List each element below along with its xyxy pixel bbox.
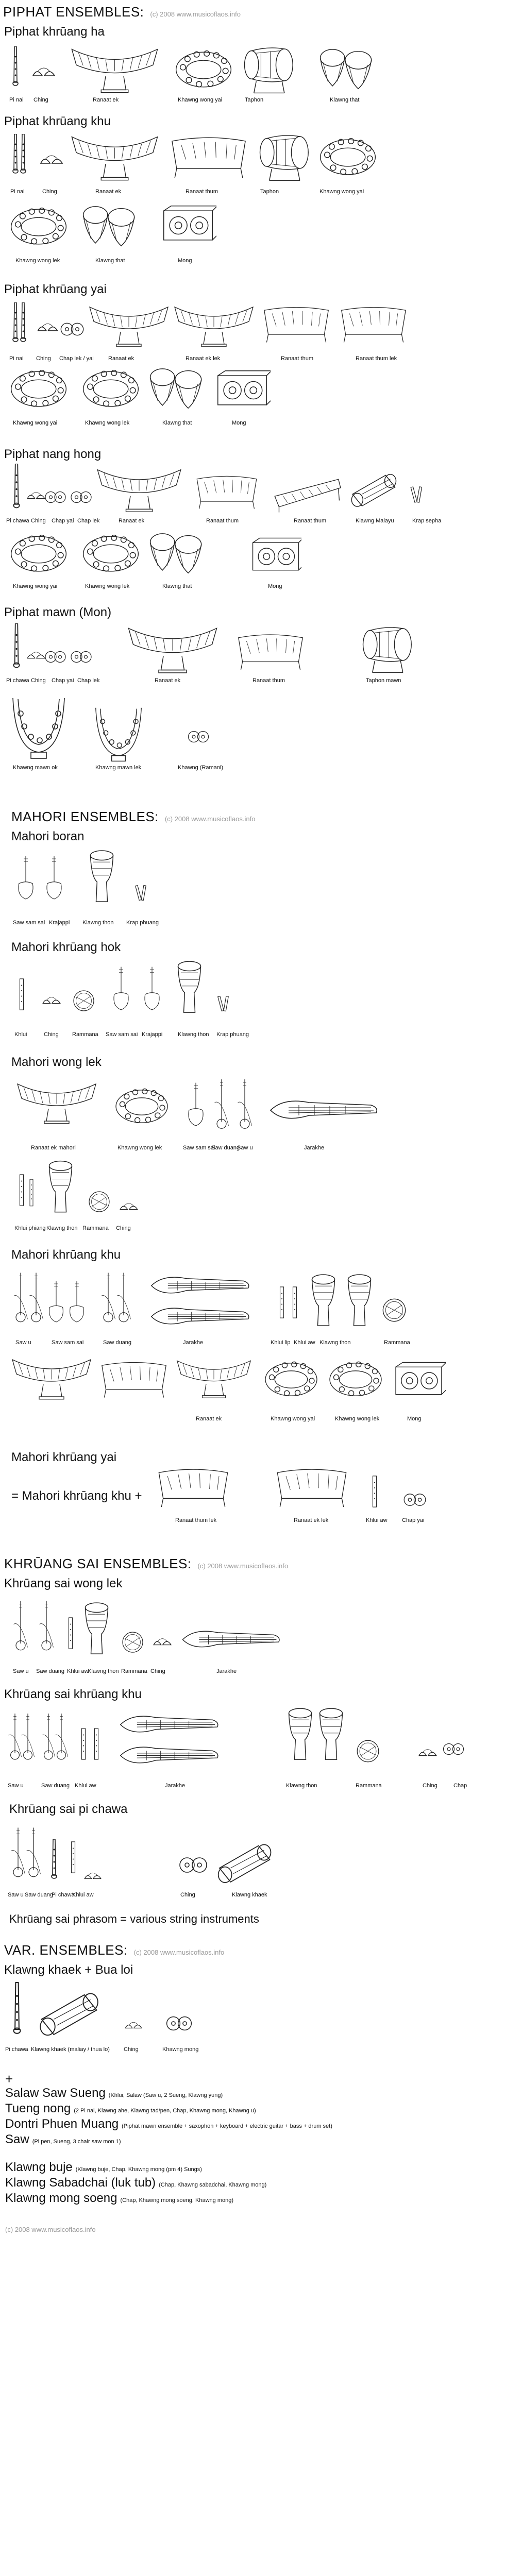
instrument-label: Khlui (14, 1031, 27, 1038)
piphat-mawn-instruments (8, 623, 502, 680)
piphat-khu-instruments-row2 (8, 201, 162, 258)
ching-icon (33, 68, 55, 76)
instrument-label: Krap phuang (216, 1031, 249, 1038)
ensemble-title: Piphat khrūang yai (4, 282, 107, 296)
instrument-label: Klawng khaek (maliay / thua lo) (31, 2046, 110, 2053)
instrument-label: Chap yai (402, 1517, 425, 1523)
instrument-label: Chap lek / yai (59, 355, 94, 362)
instrument-label: Khawng wong yai (13, 583, 58, 589)
instrument-label: Ching (150, 1668, 165, 1674)
instrument-label: Ching (423, 1783, 437, 1789)
instrument-label: Khawng mawn ok (13, 765, 58, 771)
mahori-boran-instruments (15, 848, 222, 920)
sai-wong-lek-instruments (10, 1595, 423, 1667)
mong-drawing (160, 204, 222, 250)
instrument-label: Ranaat ek (155, 677, 181, 684)
taphon-icon (245, 48, 293, 93)
section-title-khruang-sai: KHRŪANG SAI ENSEMBLES: (c) 2008 www.musicoflaos.info (4, 1556, 289, 1571)
plus-sign: + (5, 2071, 13, 2087)
instrument-label: Khawng wong yai (13, 420, 58, 426)
instrument-label: Klawng thon (82, 920, 114, 926)
copyright-text: (c) 2008 www.musicoflaos.info (150, 10, 241, 18)
instrument-label: Khlui aw (366, 1517, 388, 1523)
instrument-label: Khawng wong lek (335, 1416, 380, 1422)
ensemble-title: Khrūang sai pi chawa (9, 1802, 128, 1816)
instrument-label: Taphon (260, 189, 279, 195)
ranaat-icon (72, 49, 157, 93)
instrument-label: Ranaat ek mahori (31, 1145, 76, 1151)
instrument-label: Saw sam sai (183, 1145, 215, 1151)
mahori-wong-lek-instruments-row2 (15, 1159, 222, 1226)
instrument-label: Klawng thon (286, 1783, 317, 1789)
instrument-label: Khawng wong lek (85, 583, 130, 589)
instrument-label: Mong (268, 583, 282, 589)
instrument-label: Pi nai (10, 189, 25, 195)
instrument-label: Saw sam sai (106, 1031, 138, 1038)
instrument-label: Ranaat thum (206, 518, 239, 524)
list-item: Saw (Pi pen, Sueng, 3 chair saw mon 1) (5, 2132, 121, 2146)
instrument-label: Ranaat ek (95, 189, 122, 195)
ensemble-title: Mahori wong lek (11, 1055, 102, 1069)
ensemble-title: Mahori khrūang hok (11, 940, 121, 954)
instrument-label: Klawng khaek (232, 1892, 267, 1898)
instrument-label: Ching (180, 1892, 195, 1898)
instrument-label: Pi chawa (52, 1892, 75, 1898)
piphat-mawn-instruments-row2 (8, 693, 265, 765)
section-title-piphat: PIPHAT ENSEMBLES: (c) 2008 www.musicoflaos.info (3, 4, 241, 20)
instrument-label: Khawng (Ramani) (178, 765, 224, 771)
pi-icon (13, 46, 18, 86)
instrument-label: Pi chawa (6, 677, 29, 684)
list-item: Tueng nong (2 Pi nai, Klawng ahe, Klawng tad/pen, Chap, Khawng mong, Khawng u) (5, 2102, 256, 2115)
piphat-yai-instruments-row2 (8, 363, 276, 420)
instrument-label: Jarakhe (216, 1668, 237, 1674)
instrument-label: Saw sam sai (13, 920, 45, 926)
ensemble-title: Mahori boran (11, 829, 85, 843)
piphat-khu-instruments (8, 131, 502, 191)
copyright-text: (c) 2008 www.musicoflaos.info (197, 1562, 289, 1570)
ensemble-title: Khrūang sai khrūang khu (4, 1687, 142, 1701)
ensemble-title: Piphat khrūang ha (4, 25, 105, 39)
instrument-label: Rammana (82, 1225, 109, 1231)
list-item: Klawng Sabadchai (luk tub) (Chap, Khawng sabadchai, Khawng mong) (5, 2176, 267, 2190)
instrument-label: Khawng wong yai (271, 1416, 315, 1422)
instrument-label: Rammana (72, 1031, 98, 1038)
instrument-label: Krap sepha (412, 518, 442, 524)
instrument-label: Ching (33, 97, 48, 103)
instrument-label: Saw sam sai (52, 1340, 84, 1346)
instrument-label: Khawng mawn lek (95, 765, 142, 771)
ensemble-title: Mahori khrūang yai (11, 1450, 117, 1464)
instrument-label: Klawng that (162, 420, 192, 426)
mahori-wong-lek-instruments (15, 1074, 505, 1144)
instrument-label: Rammana (356, 1783, 382, 1789)
instrument-label: Pi chawa (6, 518, 29, 524)
klawng-that-icon (321, 49, 372, 89)
mahori-khu-instruments-row2 (10, 1352, 505, 1414)
mahori-yai-instruments (155, 1461, 505, 1517)
mahori-hok-instruments (15, 958, 273, 1030)
list-item: Klawng mong soeng (Chap, Khawng mong soeng, Khawng mong) (5, 2191, 234, 2205)
instrument-label: Ranaat thum (252, 677, 285, 684)
instrument-label: Saw u (8, 1783, 24, 1789)
instrument-label: Krajappi (49, 920, 70, 926)
instrument-label: Khlui aw (72, 1892, 94, 1898)
instrument-label: Mong (407, 1416, 422, 1422)
instrument-label: Ranaat thum (186, 189, 218, 195)
instrument-label: Chap lek (77, 518, 100, 524)
piphat-ha-instruments (8, 44, 502, 100)
ensemble-title: Piphat khrūang khu (4, 114, 111, 128)
instrument-label: Saw u (237, 1145, 253, 1151)
instrument-label: Klawng that (95, 258, 125, 264)
instrument-label: Khawng wong lek (85, 420, 130, 426)
instrument-label: Saw duang (211, 1145, 240, 1151)
instrument-label: Taphon (245, 97, 264, 103)
piphat-yai-instruments (8, 300, 502, 357)
ensemble-title: Mahori khrūang khu (11, 1248, 121, 1262)
instrument-label: Ching (36, 355, 51, 362)
ensemble-equation: = Mahori khrūang khu + (11, 1489, 142, 1503)
khaek-instruments (8, 1981, 265, 2048)
instrument-label: Klawng thon (178, 1031, 209, 1038)
section-title-var: VAR. ENSEMBLES: (c) 2008 www.musicoflaos.info (4, 1942, 225, 1958)
instrument-label: Pi chawa (5, 2046, 28, 2053)
list-item: Salaw Saw Sueng (Khlui, Salaw (Saw u, 2 Sueng, Klawng yung) (5, 2086, 223, 2100)
instrument-label: Mong (178, 258, 192, 264)
instrument-label: Saw duang (36, 1668, 65, 1674)
ensemble-title: Piphat mawn (Mon) (4, 605, 112, 619)
instrument-label: Khlui aw (294, 1340, 315, 1346)
piphat-nang-hong-instruments (8, 464, 502, 520)
instrument-label: Klawng Malayu (356, 518, 394, 524)
instrument-label: Ching (44, 1031, 59, 1038)
list-item: Klawng buje (Klawng buje, Chap, Khawng mong (pm 4) Sungs) (5, 2160, 202, 2174)
instrument-label: Ranaat ek (119, 518, 145, 524)
khawng-wong-icon (176, 51, 231, 87)
instrument-label: Chap yai (52, 518, 74, 524)
instrument-label: Ching (116, 1225, 131, 1231)
list-item: Dontri Phuen Muang (Piphat mawn ensemble + saxophon + keyboard + electric guitar + bass + drum set) (5, 2117, 332, 2131)
instrument-label: Klawng that (162, 583, 192, 589)
instrument-label: Saw duang (103, 1340, 132, 1346)
var-list (5, 2087, 332, 2207)
instrument-label: Rammana (121, 1668, 147, 1674)
instrument-label: Khlui lip (271, 1340, 291, 1346)
instrument-label: Khlui phiang (14, 1225, 46, 1231)
ensemble-title: Piphat nang hong (4, 447, 102, 461)
instrument-label: Ranaat thum (294, 518, 326, 524)
instrument-label: Ching (124, 2046, 139, 2053)
instrument-label: Mong (232, 420, 246, 426)
instrument-label: Pi nai (9, 97, 24, 103)
instrument-label: Jarakhe (183, 1340, 204, 1346)
instrument-label: Klawng thon (46, 1225, 78, 1231)
instrument-label: Khlui aw (75, 1783, 96, 1789)
instrument-label: Khawng wong lek (117, 1145, 162, 1151)
instrument-label: Chap lek (77, 677, 100, 684)
instrument-label: Ranaat ek lek (186, 355, 221, 362)
instrument-label: Jarakhe (165, 1783, 186, 1789)
mahori-khu-instruments (10, 1266, 505, 1344)
instrument-label: Krajappi (142, 1031, 163, 1038)
instrument-label: Ranaat thum (281, 355, 313, 362)
piphat-nang-hong-instruments-row2 (8, 528, 296, 585)
instrument-label: Jarakhe (304, 1145, 325, 1151)
section-title-mahori: MAHORI ENSEMBLES: (c) 2008 www.musicoflaos.info (11, 809, 256, 824)
ensemble-title: Khrūang sai wong lek (4, 1577, 123, 1590)
instrument-label: Ranaat thum lek (175, 1517, 217, 1523)
instrument-label: Saw u (8, 1892, 24, 1898)
instrument-label: Khawng mong (162, 2046, 199, 2053)
instrument-label: Ranaat ek lek (294, 1517, 329, 1523)
instrument-label: Krap phuang (126, 920, 159, 926)
instrument-label: Klawng thon (319, 1340, 351, 1346)
instrument-label: Ching (42, 189, 57, 195)
footer-copyright: (c) 2008 www.musicoflaos.info (5, 2226, 96, 2233)
instrument-label: Chap (453, 1783, 467, 1789)
sai-pi-chawa-instruments (8, 1819, 420, 1893)
ensemble-title: Klawng khaek + Bua loi (4, 1963, 133, 1977)
sai-khu-instruments (5, 1705, 500, 1783)
instrument-label: Saw duang (41, 1783, 70, 1789)
instrument-label: Khlui aw (67, 1668, 89, 1674)
instrument-label: Klawng that (330, 97, 360, 103)
instrument-label: Ching (31, 518, 46, 524)
instrument-label: Saw u (15, 1340, 31, 1346)
instrument-label: Khawng wong lek (15, 258, 60, 264)
ensemble-note: Khrūang sai phrasom = various string instruments (9, 1912, 259, 1925)
instrument-label: Chap yai (52, 677, 74, 684)
instrument-label: Saw duang (25, 1892, 54, 1898)
instrument-label: Ranaat ek (196, 1416, 222, 1422)
instrument-label: Ching (31, 677, 46, 684)
instrument-label: Pi nai (9, 355, 24, 362)
instrument-label: Khawng wong yai (178, 97, 223, 103)
instrument-label: Rammana (384, 1340, 410, 1346)
instrument-label: Saw u (13, 1668, 29, 1674)
instrument-label: Khawng wong yai (319, 189, 364, 195)
instrument-label: Taphon mawn (366, 677, 401, 684)
copyright-text: (c) 2008 www.musicoflaos.info (164, 815, 256, 823)
instrument-label: Ranaat thum lek (356, 355, 397, 362)
instrument-label: Ranaat ek (108, 355, 134, 362)
copyright-text: (c) 2008 www.musicoflaos.info (133, 1948, 225, 1956)
instrument-label: Ranaat ek (93, 97, 119, 103)
instrument-label: Klawng thon (88, 1668, 119, 1674)
